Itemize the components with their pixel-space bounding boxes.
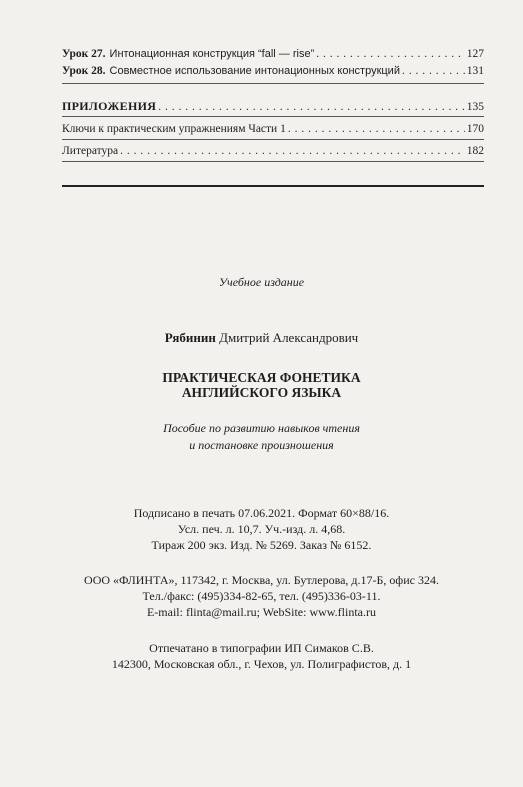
publisher-details xyxy=(40,572,483,620)
lesson-label: Урок 27. xyxy=(62,48,106,60)
lesson-label: Урок 28. xyxy=(62,65,106,77)
printer-address: 142300, Московская обл., г. Чехов, ул. Полиграфистов, д. 1 xyxy=(111,657,412,671)
imprint-details xyxy=(40,505,483,553)
book-subtitle xyxy=(40,420,483,454)
printer-name: Отпечатано в типографии ИП Симаков С.В. xyxy=(149,641,374,655)
book-title xyxy=(40,370,483,400)
toc-page-number: 170 xyxy=(466,123,484,135)
toc-entry-appendix xyxy=(62,99,484,114)
publisher-phone: Тел./факс: (495)334-82-65, тел. (495)336-03-11. xyxy=(142,589,381,603)
toc-rule xyxy=(62,83,484,84)
leader-dots xyxy=(316,47,465,61)
appendix-heading: ПРИЛОЖЕНИЯ xyxy=(62,99,157,113)
printer-details xyxy=(40,640,483,672)
lesson-title: Интонационная конструкция “fall — rise” xyxy=(109,48,315,60)
imprint-line: Тираж 200 экз. Изд. № 5269. Заказ № 6152. xyxy=(151,538,372,552)
publisher-address: ООО «ФЛИНТА», 117342, г. Москва, ул. Бутлерова, д.17-Б, офис 324. xyxy=(84,573,439,587)
edition-type: Учебное издание xyxy=(218,275,305,289)
toc-page-number: 182 xyxy=(466,145,484,157)
imprint-line: Усл. печ. л. 10,7. Уч.-изд. л. 4,68. xyxy=(177,522,346,536)
toc-page-number: 131 xyxy=(466,65,484,77)
leader-dots xyxy=(288,122,465,136)
toc-entry-text: Литература xyxy=(62,145,119,157)
section-divider xyxy=(62,185,484,187)
author-surname: Рябинин xyxy=(164,330,216,345)
book-title-line-2: АНГЛИЙСКОГО ЯЗЫКА xyxy=(181,385,342,400)
author-name xyxy=(40,330,483,346)
toc-entry-lesson-28 xyxy=(62,64,484,78)
toc-entry-answer-keys xyxy=(62,122,484,136)
leader-dots xyxy=(402,64,465,78)
book-subtitle-line-1: Пособие по развитию навыков чтения xyxy=(163,421,360,435)
imprint-line: Подписано в печать 07.06.2021. Формат 60×88/16. xyxy=(133,506,390,520)
toc-entry-lesson-27 xyxy=(62,47,484,61)
leader-dots xyxy=(158,100,465,114)
toc-page-number: 135 xyxy=(466,101,484,113)
toc-entry-text: Ключи к практическим упражнениям Части 1 xyxy=(62,123,286,135)
toc-entry-text xyxy=(62,47,314,61)
toc-rule xyxy=(62,139,484,140)
toc-page-number: 127 xyxy=(466,48,484,60)
lesson-title: Совместное использование интонационных конструкций xyxy=(109,65,400,77)
toc-entry-literature xyxy=(62,144,484,158)
toc-rule xyxy=(62,161,484,162)
toc-entry-text xyxy=(62,64,400,78)
book-subtitle-line-2: и постановке произношения xyxy=(189,438,334,452)
publisher-contacts: E-mail: flinta@mail.ru; WebSite: www.flinta.ru xyxy=(146,605,377,619)
leader-dots xyxy=(120,144,465,158)
author-given-name: Дмитрий Александрович xyxy=(219,330,359,345)
book-title-line-1: ПРАКТИЧЕСКАЯ ФОНЕТИКА xyxy=(162,370,361,385)
toc-rule xyxy=(62,116,484,117)
